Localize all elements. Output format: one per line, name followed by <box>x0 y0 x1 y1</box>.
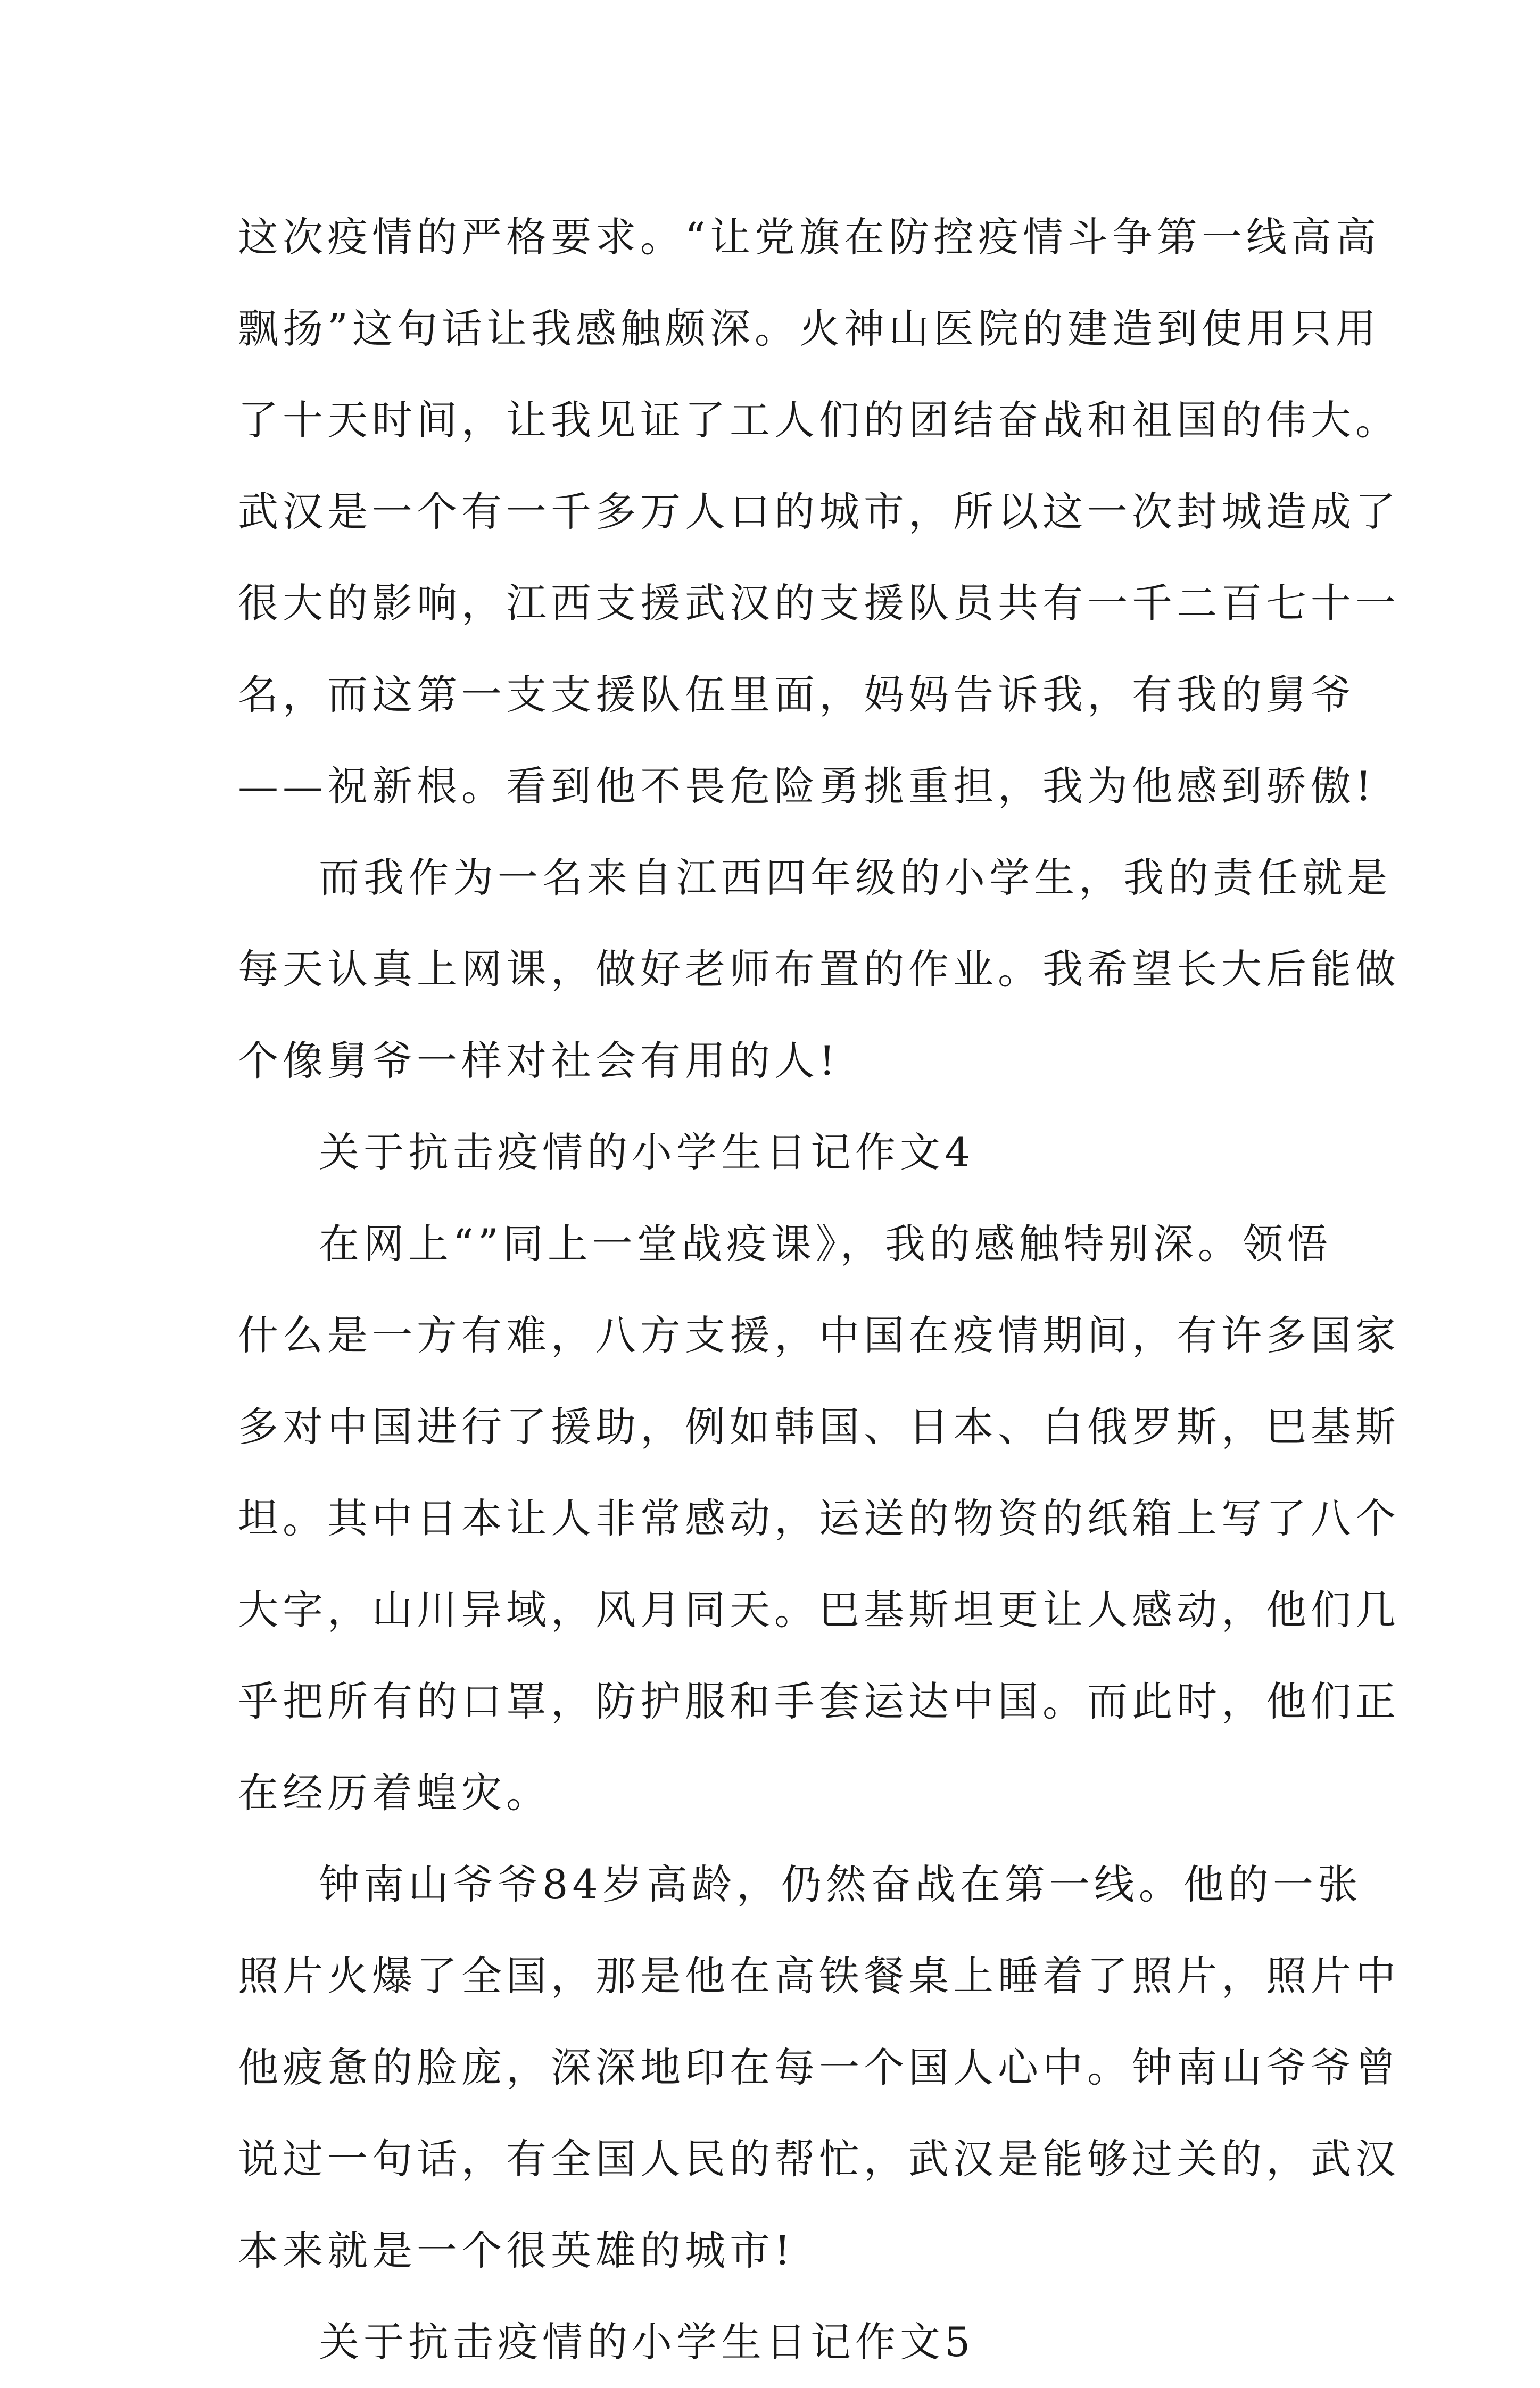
text-line: 名，而这第一支支援队伍里面，妈妈告诉我，有我的舅爷 <box>238 671 1355 718</box>
paragraph-start-line: 在网上“”同上一堂战疫课》，我的感触特别深。领悟 <box>319 1220 1332 1267</box>
section-heading: 关于抗击疫情的小学生日记作文4 <box>319 1129 975 1176</box>
text-line: ——祝新根。看到他不畏危险勇挑重担，我为他感到骄傲! <box>238 762 1376 810</box>
text-line: 个像舅爷一样对社会有用的人! <box>238 1037 840 1084</box>
text-line: 飘扬”这句话让我感触颇深。火神山医院的建造到使用只用 <box>238 305 1380 352</box>
text-line: 乎把所有的口罩，防护服和手套运达中国。而此时，他们正 <box>238 1678 1400 1725</box>
text-line: 大字，山川异域，风月同天。巴基斯坦更让人感动，他们几 <box>238 1586 1400 1634</box>
text-line: 他疲惫的脸庞，深深地印在每一个国人心中。钟南山爷爷曾 <box>238 2044 1400 2091</box>
text-line: 本来就是一个很英雄的城市! <box>238 2227 795 2274</box>
text-line: 了十天时间，让我见证了工人们的团结奋战和祖国的伟大。 <box>238 396 1400 444</box>
text-line: 说过一句话，有全国人民的帮忙，武汉是能够过关的，武汉 <box>238 2135 1400 2183</box>
text-line: 每天认真上网课，做好老师布置的作业。我希望长大后能做 <box>238 946 1400 993</box>
text-line: 多对中国进行了援助，例如韩国、日本、白俄罗斯，巴基斯 <box>238 1403 1400 1450</box>
text-line: 照片火爆了全国，那是他在高铁餐桌上睡着了照片，照片中 <box>238 1952 1400 2000</box>
text-line: 什么是一方有难，八方支援，中国在疫情期间，有许多国家 <box>238 1312 1400 1359</box>
text-line: 武汉是一个有一千多万人口的城市，所以这一次封城造成了 <box>238 488 1400 535</box>
text-line: 坦。其中日本让人非常感动，运送的物资的纸箱上写了八个 <box>238 1495 1400 1542</box>
text-line: 很大的影响，江西支援武汉的支援队员共有一千二百七十一 <box>238 579 1400 627</box>
article-body <box>238 192 1400 2388</box>
paragraph-start-line: 钟南山爷爷84岁高龄，仍然奋战在第一线。他的一张 <box>319 1861 1362 1908</box>
text-line: 在经历着蝗灾。 <box>238 1769 551 1817</box>
text-line: 这次疫情的严格要求。“让党旗在防控疫情斗争第一线高高 <box>238 213 1380 261</box>
section-heading: 关于抗击疫情的小学生日记作文5 <box>319 2318 975 2366</box>
paragraph-start-line: 而我作为一名来自江西四年级的小学生，我的责任就是 <box>319 854 1392 901</box>
